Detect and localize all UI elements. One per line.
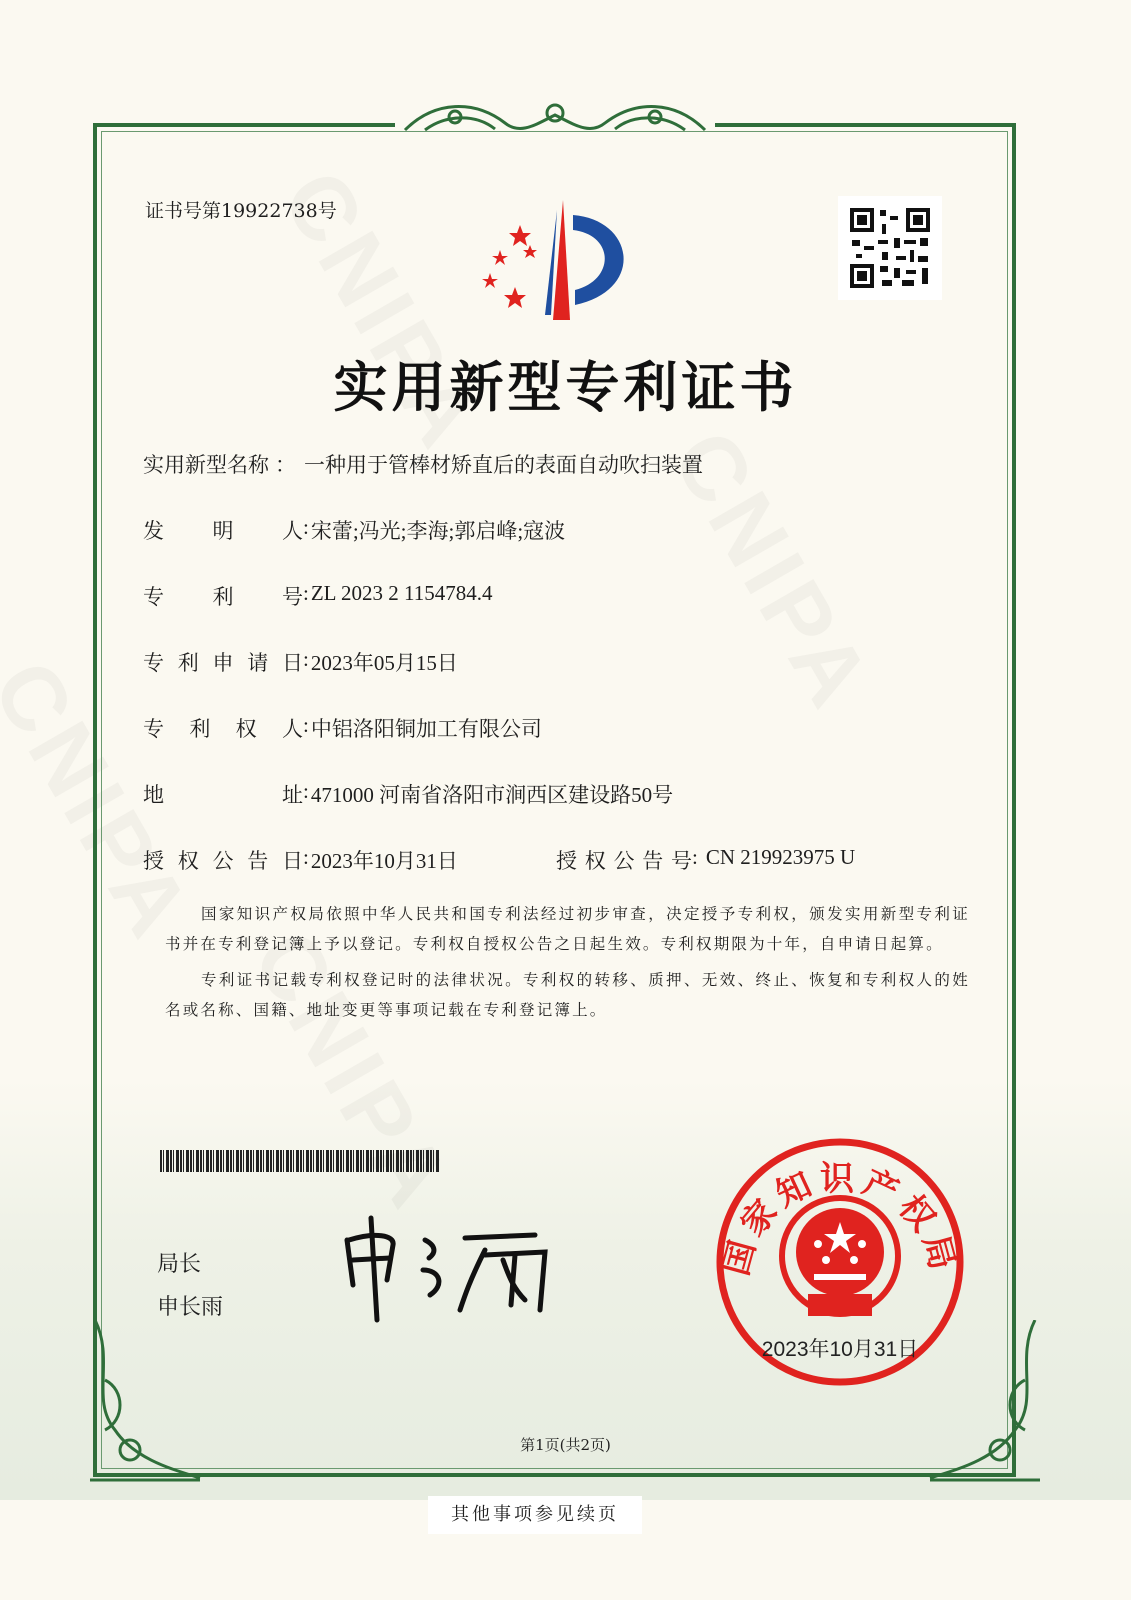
field-announcement-number: 授权公告号 : CN 219923975 U [556,845,856,873]
legal-paragraph: 国家知识产权局依照中华人民共和国专利法经过初步审查，决定授予专利权，颁发实用新型专利证书并在专利登记簿上予以登记。专利权自授权公告之日起生效。专利权期限为十年，自申请日起算。 [165,905,970,953]
certificate-number: 证书号第19922738号 [145,200,337,222]
corner-ornament-icon [85,1320,205,1490]
seal-text: 国家知识产权局 [716,1159,964,1280]
top-ornament-icon [395,95,715,150]
field-address: 地址 : 471000 河南省洛阳市涧西区建设路50号 [143,779,674,807]
field-value: 宋蕾;冯光;李海;郭启峰;寇波 [310,519,566,543]
field-label: 授权公告号 [556,849,692,873]
field-label: 专利号 [143,585,303,609]
field-name: 实用新型名称 ： 一种用于管棒材矫直后的表面自动吹扫装置 [143,449,703,479]
legal-paragraph: 专利证书记载专利权登记时的法律状况。专利权的转移、质押、无效、终止、恢复和专利权人的姓名或名称、国籍、地址变更等事项记载在专利登记簿上。 [165,971,970,1019]
field-inventors: 发明人 : 宋蕾;冯光;李海;郭启峰;寇波 [143,515,566,543]
cnipa-logo-icon [475,195,640,325]
field-label: 专利申请日 [143,651,303,675]
field-value: 471000 河南省洛阳市涧西区建设路50号 [310,783,674,807]
page-indicator: 第1页(共2页) [520,1436,611,1454]
field-value: ZL 2023 2 1154784.4 [310,581,493,605]
continued-notice: 其他事项参见续页 [428,1496,642,1534]
field-patentee: 专利权人 : 中铝洛阳铜加工有限公司 [143,713,542,741]
qr-code-icon [838,196,942,300]
signature-icon [335,1210,575,1325]
field-label: 地址 [143,783,303,807]
signatory-name: 申长雨 [157,1295,224,1320]
field-patent-number: 专利号 : ZL 2023 2 1154784.4 [143,581,493,609]
field-label: 授权公告日 [143,849,303,873]
barcode [160,1150,440,1172]
official-seal-icon [712,1134,968,1390]
page-title: 实用新型专利证书 [333,355,798,419]
field-value: 2023年05月15日 [310,651,458,675]
field-label: 发明人 [143,519,303,543]
field-label: 实用新型名称 [143,453,269,477]
field-grant-date: 授权公告日 : 2023年10月31日 [143,845,458,873]
field-value: CN 219923975 U [705,845,856,869]
seal-date: 2023年10月31日 [761,1338,919,1361]
signatory-title: 局长 [157,1252,202,1277]
qr-code[interactable] [838,196,942,300]
field-value: 一种用于管棒材矫直后的表面自动吹扫装置 [304,453,703,477]
legal-statement [165,899,970,1025]
field-application-date: 专利申请日 : 2023年05月15日 [143,647,458,675]
field-label: 专利权人 [143,717,303,741]
field-value: 2023年10月31日 [310,849,458,873]
field-value: 中铝洛阳铜加工有限公司 [310,717,542,741]
